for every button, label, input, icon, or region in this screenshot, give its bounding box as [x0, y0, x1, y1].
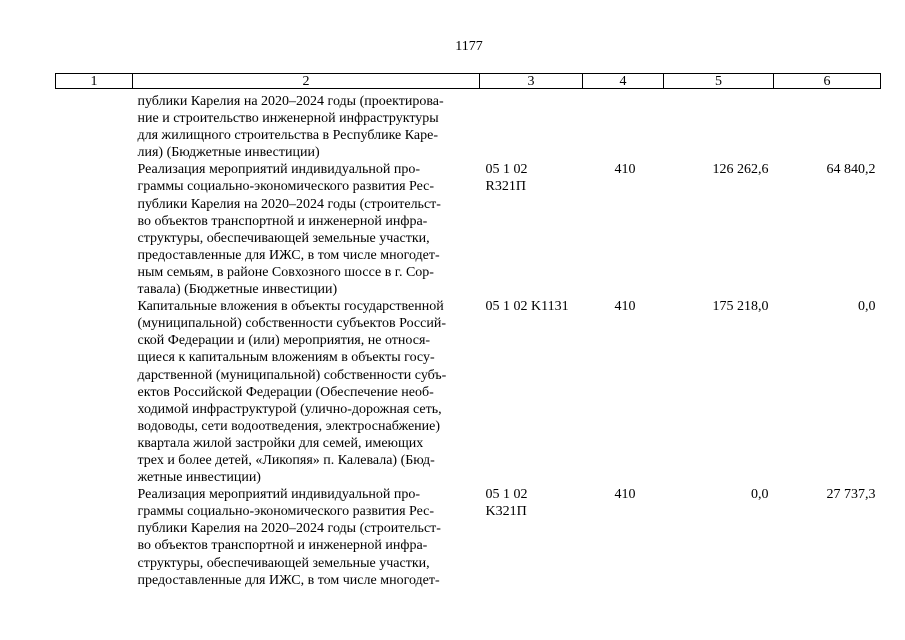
cell-number [56, 298, 133, 486]
column-header: 3 [480, 74, 583, 89]
description-line: ходимой инфраструктурой (улично-дорожная сеть, [137, 401, 442, 417]
cell-number [56, 486, 133, 589]
cell-description [133, 161, 480, 298]
table-row [56, 298, 881, 486]
table-header-row [56, 74, 881, 89]
description-line: публики Карелия на 2020–2024 годы (проектирова- [137, 94, 444, 109]
description-line: во объектов транспортной и инженерной инфра- [137, 538, 428, 554]
cell-amount-col6: 27 737,3 [826, 487, 876, 503]
description-line: тавала) (Бюджетные инвестиции) [137, 282, 338, 298]
code-line: R321П [485, 179, 526, 195]
cell-expense-type: 410 [614, 162, 636, 178]
description-line: Капитальные вложения в объекты государственной [137, 299, 444, 315]
description-line: граммы социально-экономического развития Рес- [137, 179, 435, 195]
cell-amount-col5: 126 262,6 [712, 162, 769, 178]
cell-expense-type: 410 [614, 487, 636, 503]
description-line: трех и более детей, «Ликопяя» п. Калевала) (Бюд- [137, 452, 435, 468]
cell-description [133, 89, 480, 162]
description-line: граммы социально-экономического развития Рес- [137, 504, 435, 520]
cell-classification-code [480, 161, 583, 298]
description-line: ской Федерации и (или) мероприятия, не относя- [137, 333, 431, 349]
cell-number [56, 161, 133, 298]
description-line: ектов Российской Федерации (Обеспечение необ- [137, 384, 434, 400]
column-header: 5 [664, 74, 774, 89]
cell-number [56, 89, 133, 162]
description-line: жетные инвестиции) [137, 470, 261, 486]
column-header: 6 [774, 74, 881, 89]
column-header: 4 [583, 74, 664, 89]
description-line: дарственной (муниципальной) собственности субъ- [137, 367, 447, 383]
code-line: 05 1 02 [485, 487, 528, 503]
table-row [56, 89, 881, 162]
description-line: Реализация мероприятий индивидуальной про- [137, 162, 421, 178]
description-line: щиеся к капитальным вложениям в объекты госу- [137, 350, 435, 366]
description-line: для жилищного строительства в Республике Каре- [137, 128, 438, 144]
code-line: K321П [485, 504, 527, 520]
code-line: 05 1 02 K1131 [485, 299, 569, 315]
cell-classification-code [480, 89, 583, 162]
description-line: структуры, обеспечивающей земельные участки, [137, 555, 430, 571]
cell-amount-col6: 0,0 [858, 299, 876, 315]
description-line: водоводы, сети водоотведения, электроснабжение) [137, 418, 441, 434]
cell-classification-code [480, 298, 583, 486]
code-line: 05 1 02 [485, 162, 528, 178]
description-line: ным семьям, в районе Совхозного шоссе в г. Сор- [137, 264, 434, 280]
column-header: 2 [133, 74, 480, 89]
cell-amount-col5: 0,0 [751, 487, 769, 503]
cell-amount-col6: 64 840,2 [826, 162, 876, 178]
cell-expense-type: 410 [614, 299, 636, 315]
column-header: 1 [56, 74, 133, 89]
description-line: предоставленные для ИЖС, в том числе многодет- [137, 247, 440, 263]
description-line: Реализация мероприятий индивидуальной про- [137, 487, 421, 503]
cell-amount-col5 [664, 89, 774, 162]
description-line: структуры, обеспечивающей земельные участки, [137, 230, 430, 246]
description-line: квартала жилой застройки для семей, имеющих [137, 435, 424, 451]
description-line: публики Карелия на 2020–2024 годы (строительст- [137, 196, 441, 212]
budget-table [55, 73, 881, 589]
description-line: ние и строительство инженерной инфраструктуры [137, 111, 439, 127]
description-line: во объектов транспортной и инженерной инфра- [137, 213, 428, 229]
cell-description [133, 486, 480, 589]
cell-description [133, 298, 480, 486]
description-line: публики Карелия на 2020–2024 годы (строительст- [137, 521, 441, 537]
description-line: (муниципальной) собственности субъектов Россий- [137, 316, 446, 332]
page-number: 1177 [455, 39, 483, 54]
table-row [56, 161, 881, 298]
cell-amount-col5: 175 218,0 [712, 299, 769, 315]
table-body [56, 89, 881, 589]
table-row [56, 486, 881, 589]
description-line: предоставленные для ИЖС, в том числе многодет- [137, 572, 440, 588]
cell-amount-col6 [774, 89, 881, 162]
cell-classification-code [480, 486, 583, 589]
cell-expense-type [583, 89, 664, 162]
description-line: лия) (Бюджетные инвестиции) [137, 145, 320, 161]
